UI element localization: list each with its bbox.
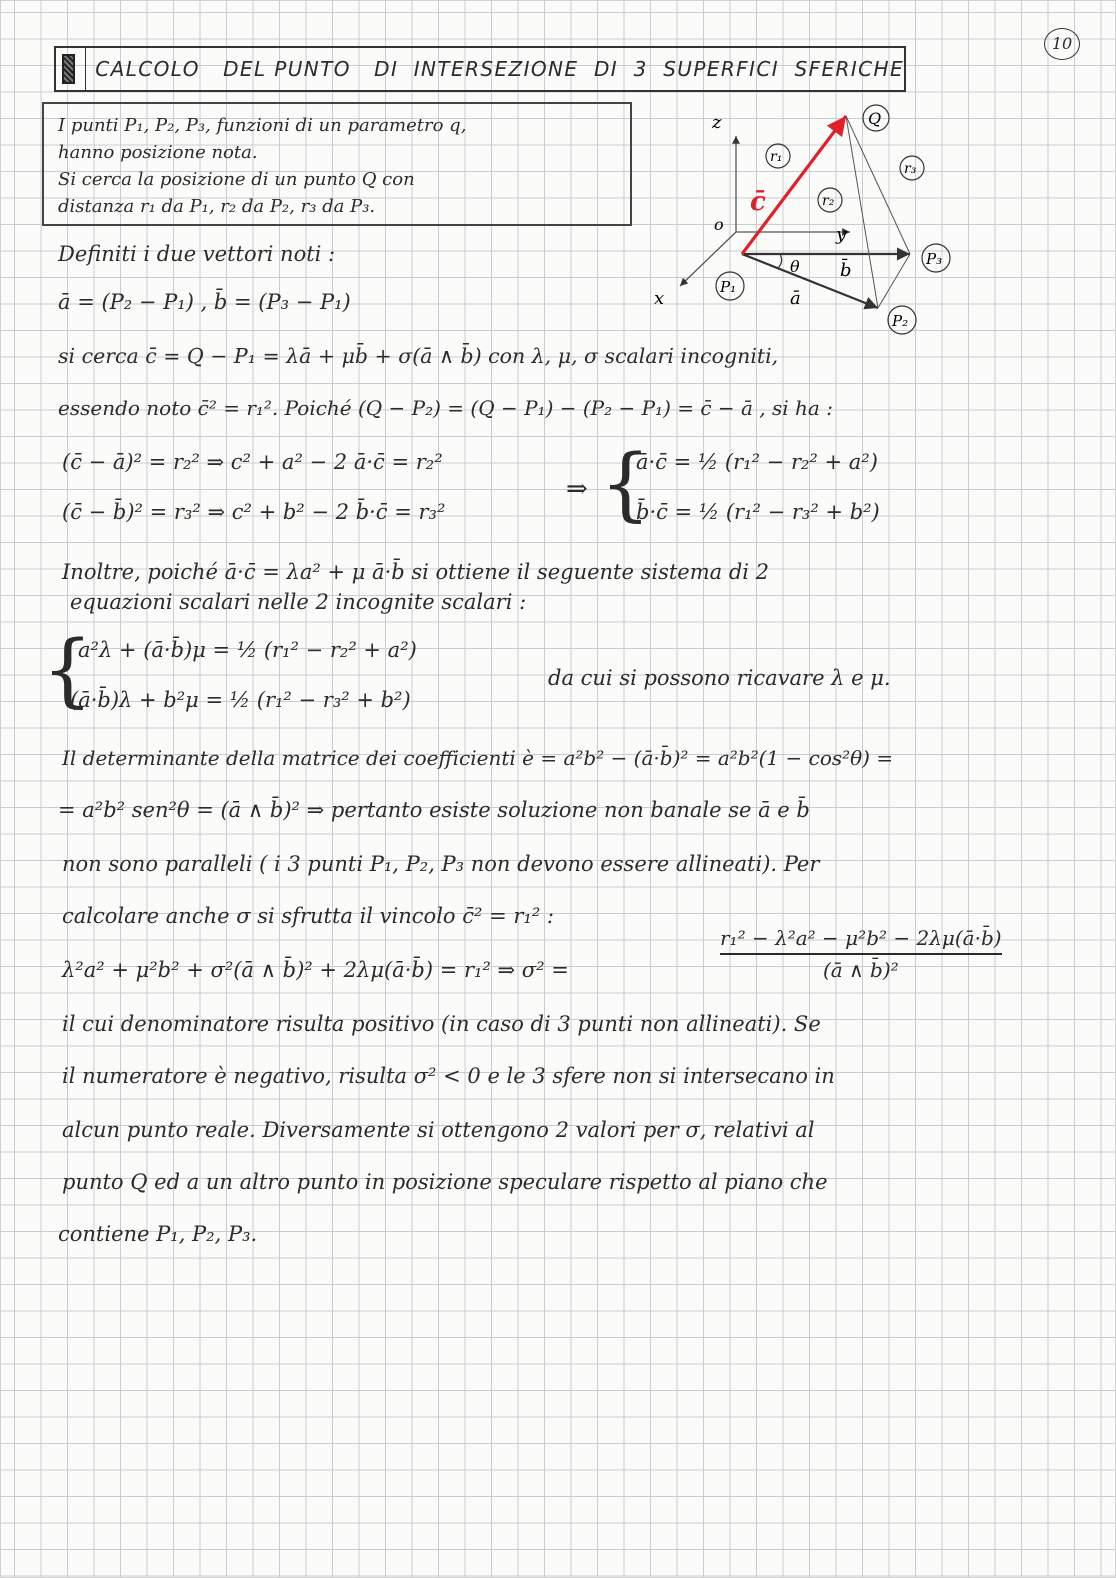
text-line-10: = a²b² sen²θ = (ā ∧ b̄)² ⇒ pertanto esiste soluzione non banale se ā e b̄ <box>58 798 810 822</box>
edge-p2-p3 <box>878 254 910 308</box>
origin-label: o <box>714 215 724 234</box>
sigma-equation: λ²a² + μ²b² + σ²(ā ∧ b̄)² + 2λμ(ā·b̄) = r₁² ⇒ σ² = <box>62 958 569 982</box>
text-line-17: punto Q ed a un altro punto in posizione speculare rispetto al piano che <box>62 1170 828 1194</box>
page-title: CALCOLO DEL PUNTO DI INTERSEZIONE DI 3 SUPERFICI SFERICHE <box>95 57 904 81</box>
sigma-denominator: (ā ∧ b̄)² <box>822 957 899 982</box>
r3-label: r₃ <box>904 161 917 177</box>
system-eq-1: a²λ + (ā·b̄)μ = ½ (r₁² − r₂² + a²) <box>78 638 417 662</box>
axis-z-label: z <box>712 112 722 133</box>
text-line-3: si cerca c̄ = Q − P₁ = λā + μb̄ + σ(ā ∧ b̄) con λ, μ, σ scalari incogniti, <box>58 344 779 368</box>
section-marker-icon <box>62 54 75 84</box>
text-line-15: il numeratore è negativo, risulta σ² < 0 e le 3 sfere non si intersecano in <box>62 1064 835 1088</box>
sigma-fraction <box>720 926 1002 982</box>
sigma-numerator: r₁² − λ²a² − μ²b² − 2λμ(ā·b̄) <box>720 926 1002 950</box>
intro-box <box>42 102 632 226</box>
text-line-1: Definiti i due vettori noti : <box>58 242 336 266</box>
vector-a-line <box>742 254 878 308</box>
intro-line-2: hanno posizione nota. <box>58 142 258 163</box>
intro-line-3: Si cerca la posizione di un punto Q con <box>58 169 415 190</box>
intro-line-1: I punti P₁, P₂, P₃, funzioni di un parametro q, <box>58 115 467 136</box>
text-line-11: non sono paralleli ( i 3 punti P₁, P₂, P₃ non devono essere allineati). Per <box>62 852 820 876</box>
r2-label: r₂ <box>822 193 835 209</box>
p3-label: P₃ <box>926 250 943 268</box>
vector-c-line <box>742 116 846 254</box>
equation-ac: ā·c̄ = ½ (r₁² − r₂² + a²) <box>636 450 878 474</box>
text-line-2: ā = (P₂ − P₁) , b̄ = (P₃ − P₁) <box>58 290 351 314</box>
fraction-bar <box>720 953 1002 955</box>
title-box <box>54 46 906 92</box>
vector-b-label: b̄ <box>840 260 852 281</box>
theta-arc <box>778 254 782 268</box>
axis-y-label: y <box>836 224 847 245</box>
text-line-14: il cui denominatore risulta positivo (in caso di 3 punti non allineati). Se <box>62 1012 821 1036</box>
text-line-9: Il determinante della matrice dei coefficienti è = a²b² − (ā·b̄)² = a²b²(1 − cos²θ) = <box>62 746 894 770</box>
axis-x-label: x <box>654 288 665 309</box>
text-line-12: calcolare anche σ si sfrutta il vincolo c̄² = r₁² : <box>62 904 554 928</box>
system-eq-2: (ā·b̄)λ + b²μ = ½ (r₁² − r₃² + b²) <box>70 688 411 712</box>
equation-ca: (c̄ − ā)² = r₂² ⇒ c² + a² − 2 ā·c̄ = r₂² <box>62 450 443 474</box>
system-note: da cui si possono ricavare λ e μ. <box>548 666 891 690</box>
text-line-6: Inoltre, poiché ā·c̄ = λa² + μ ā·b̄ si ottiene il seguente sistema di 2 <box>62 560 770 584</box>
theta-label: θ <box>790 257 800 276</box>
text-line-7: equazioni scalari nelle 2 incognite scalari : <box>70 590 527 614</box>
text-line-4: essendo noto c̄² = r₁². Poiché (Q − P₂) = (Q − P₁) − (P₂ − P₁) = c̄ − ā , si ha : <box>58 396 833 420</box>
edge-q-p3 <box>846 116 910 254</box>
q-label: Q <box>868 109 882 128</box>
p1-label: P₁ <box>720 278 737 296</box>
equation-cb: (c̄ − b̄)² = r₃² ⇒ c² + b² − 2 b̄·c̄ = r₃² <box>62 500 446 524</box>
intro-line-4: distanza r₁ da P₁, r₂ da P₂, r₃ da P₃. <box>58 196 376 217</box>
r1-label: r₁ <box>770 149 783 165</box>
left-brace-2: { <box>42 623 93 716</box>
vector-diagram <box>640 100 960 340</box>
left-brace-1: { <box>600 437 651 530</box>
page-number: 10 <box>1044 28 1080 60</box>
text-line-18: contiene P₁, P₂, P₃. <box>58 1222 258 1246</box>
vector-c-label: c̄ <box>750 187 766 217</box>
equation-bc: b̄·c̄ = ½ (r₁² − r₃² + b²) <box>636 500 880 524</box>
title-divider <box>85 48 86 90</box>
implies-arrow: ⇒ <box>566 474 588 504</box>
text-line-16: alcun punto reale. Diversamente si ottengono 2 valori per σ, relativi al <box>62 1118 815 1142</box>
vector-a-label: ā <box>790 288 801 309</box>
p2-label: P₂ <box>892 312 909 330</box>
